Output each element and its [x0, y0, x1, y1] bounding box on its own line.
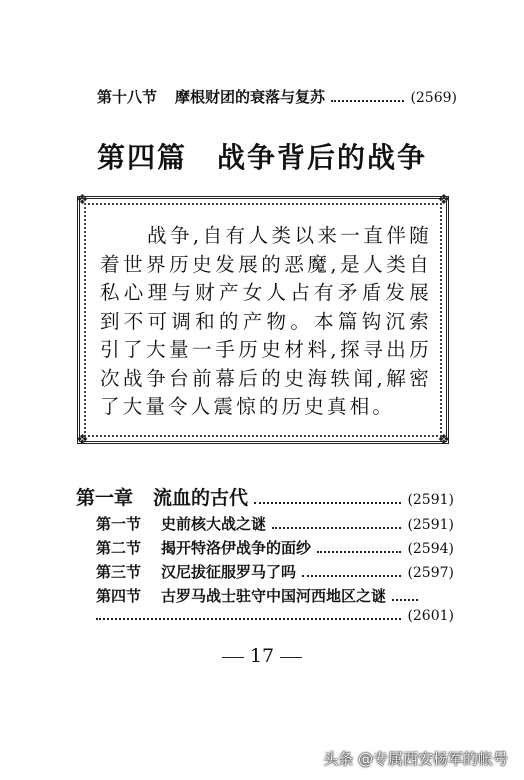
page-number-value: 17 — [249, 645, 275, 667]
section-label: 第二节 — [96, 539, 142, 557]
part-introduction: 战争,自有人类以来一直伴随着世界历史发展的恶魔,是人类自私心理与财产女人占有矛盾发展到不可调和的产物。本篇钩沉索引了大量一手历史材料,探寻出历次战争台前幕后的史海轶闻,解密了大量令人震惊的历史真相。 — [100, 224, 432, 418]
page-number-dash — [280, 657, 302, 658]
dot-leader — [317, 551, 401, 553]
section-title: 汉尼拔征服罗马了吗 — [161, 563, 297, 581]
chapter-title: 流血的古代 — [153, 487, 249, 509]
section-title: 古罗马战士驻守中国河西地区之谜 — [161, 587, 387, 605]
page-reference: (2591) — [407, 492, 454, 508]
page-reference: (2569) — [410, 90, 457, 106]
frame-corner-ornament: ❖ — [437, 432, 450, 448]
page-number-dash — [222, 657, 244, 658]
dot-leader — [331, 100, 404, 102]
section-label: 第十八节 — [97, 88, 158, 106]
page-reference: (2594) — [407, 541, 454, 557]
part-title: 战争背后的战争 — [217, 141, 428, 174]
toc-entry-continuation — [96, 608, 454, 624]
section-label: 第一节 — [96, 515, 142, 533]
section-title: 史前核大战之谜 — [161, 515, 267, 533]
watermark: 头条 @专属西安杨军的帐号 — [323, 750, 508, 768]
page-reference: (2597) — [407, 565, 454, 581]
dot-leader — [272, 527, 401, 529]
section-label: 第三节 — [96, 563, 142, 581]
part-label: 第四篇 — [96, 141, 187, 174]
frame-corner-ornament: ❖ — [76, 192, 89, 208]
toc-entry-section-18 — [97, 86, 457, 107]
chapter-label: 第一章 — [76, 487, 134, 509]
page-number — [0, 645, 524, 667]
toc-entry-chapter-1 — [76, 483, 454, 510]
toc-entry-section — [96, 561, 454, 582]
section-label: 第四节 — [96, 587, 142, 605]
frame-corner-ornament: ❖ — [437, 192, 450, 208]
frame-corner-ornament: ❖ — [76, 432, 89, 448]
dot-leader — [392, 599, 418, 601]
page-reference: (2591) — [407, 517, 454, 533]
toc-entry-section — [96, 513, 454, 534]
part-heading — [0, 136, 524, 176]
dot-leader — [254, 502, 401, 504]
toc-entry-section — [96, 585, 454, 606]
dot-leader — [302, 575, 401, 577]
section-title: 摩根财团的衰落与复苏 — [175, 88, 326, 106]
dot-leader — [96, 618, 401, 620]
section-title: 揭开特洛伊战争的面纱 — [161, 539, 312, 557]
toc-entry-section — [96, 537, 454, 558]
page-reference: (2601) — [407, 608, 454, 624]
